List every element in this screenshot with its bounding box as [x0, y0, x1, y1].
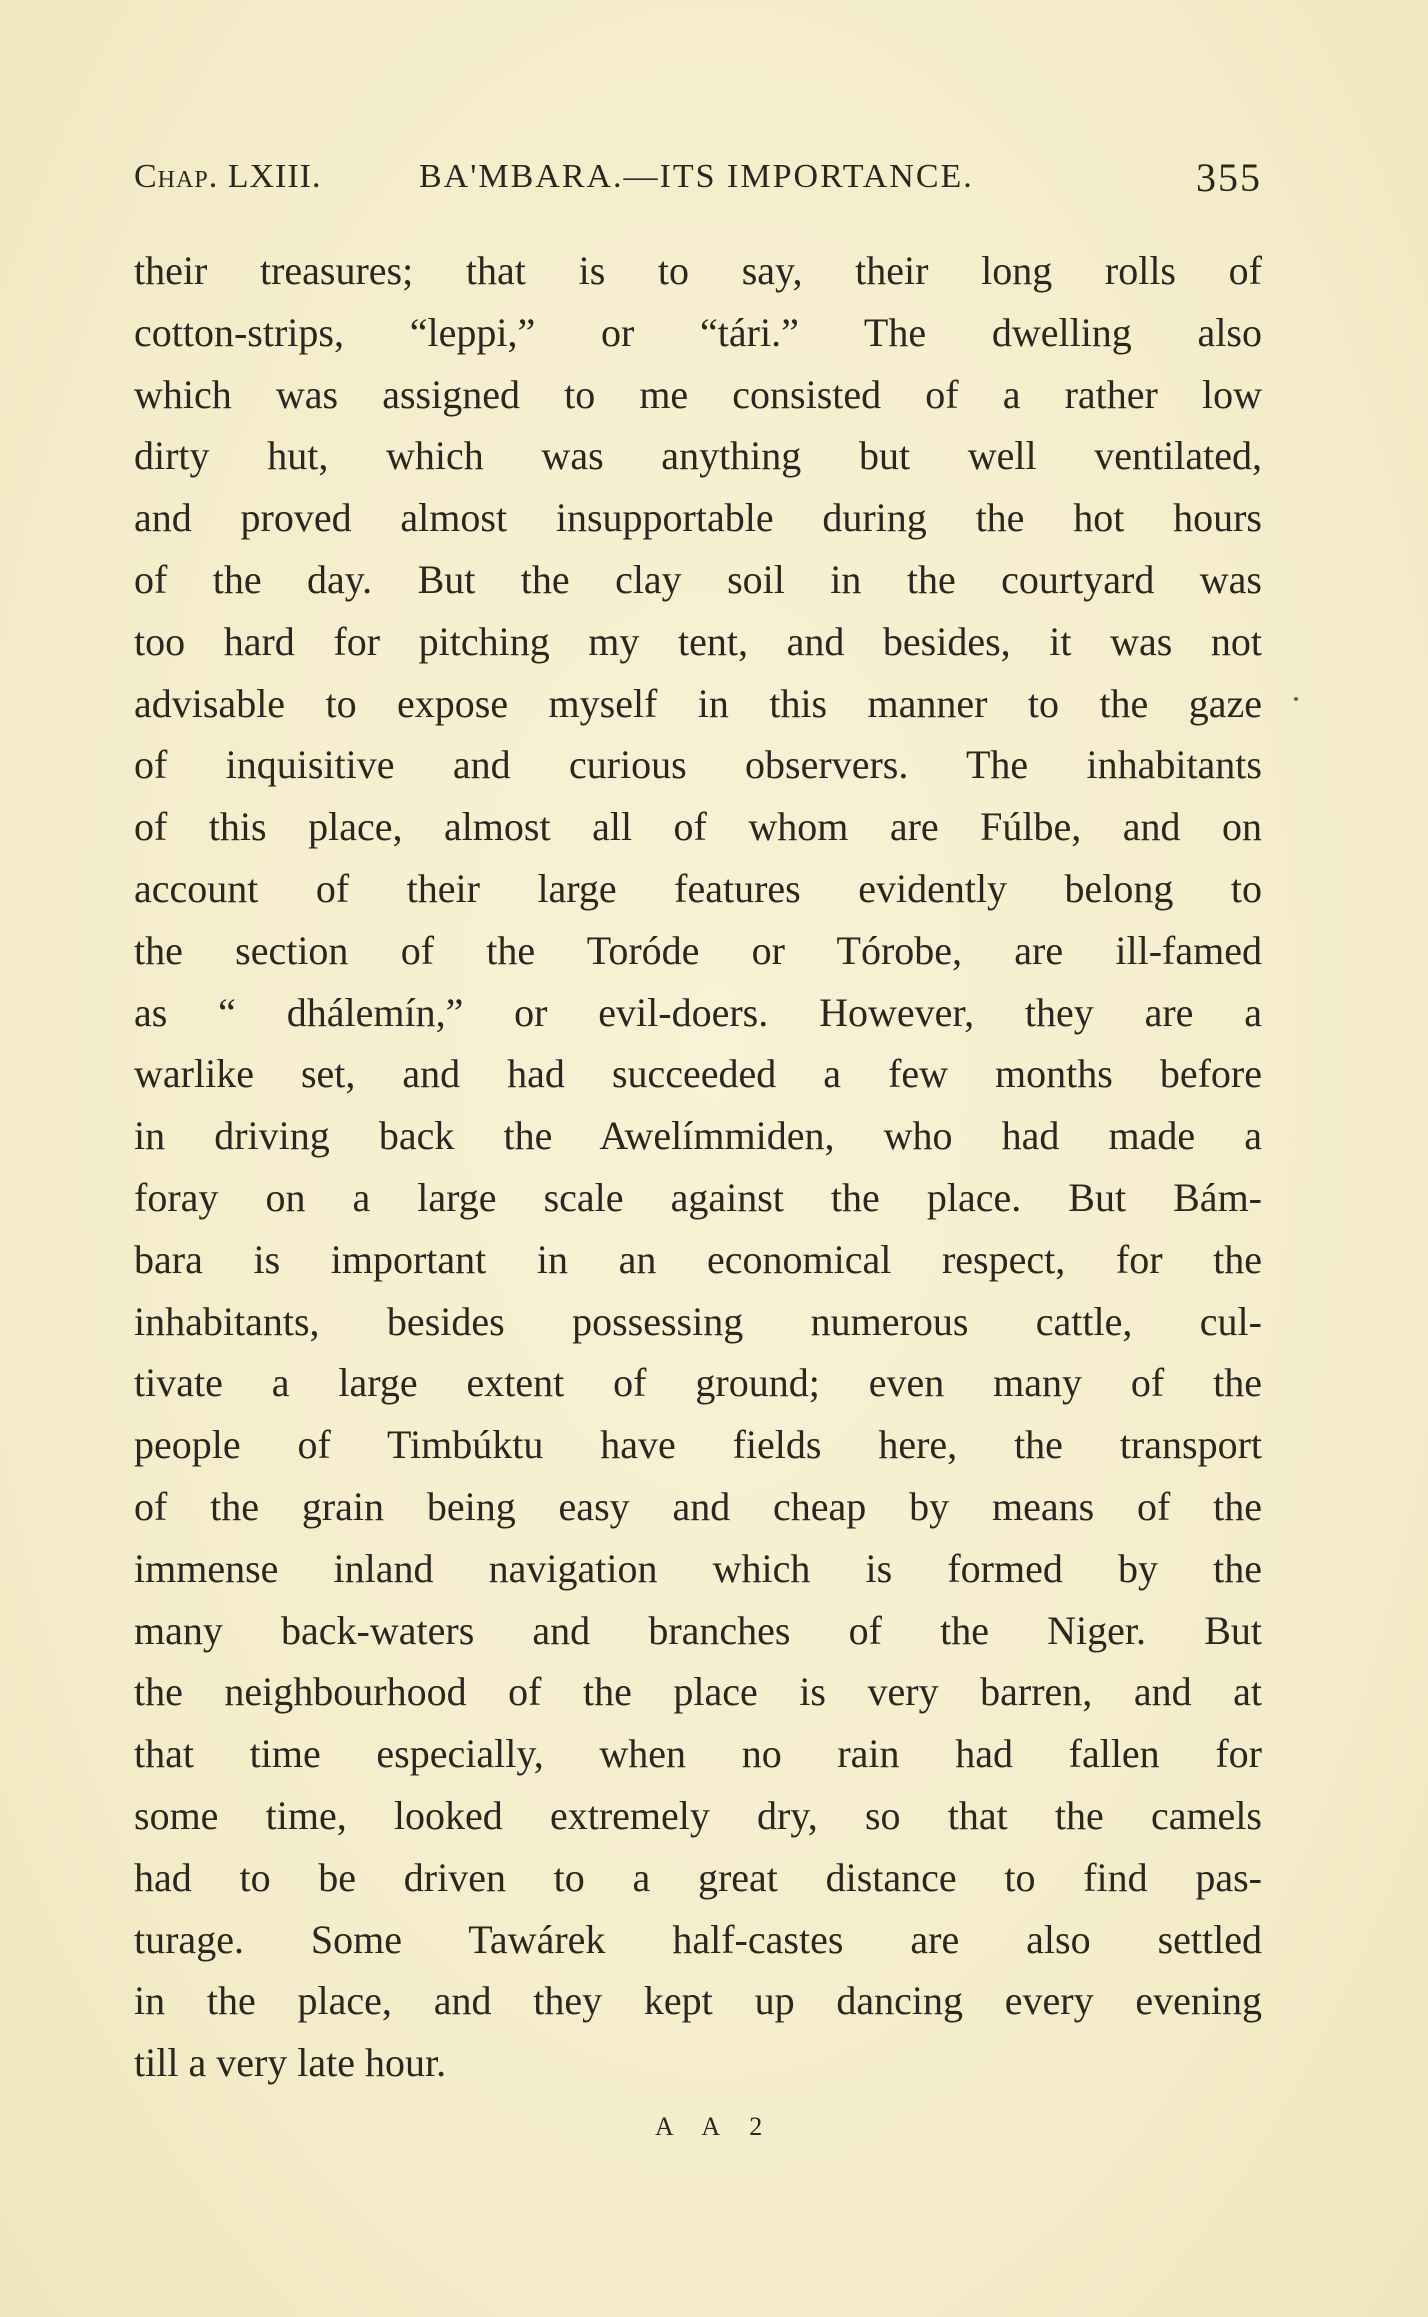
text-line: immense inland navigation which is formed by the [134, 1545, 1262, 1591]
text-line: that time especially, when no rain had fallen for [134, 1731, 1262, 1777]
running-header [134, 150, 1262, 210]
text-line: some time, looked extremely dry, so that the camels [134, 1792, 1262, 1838]
text-line: of this place, almost all of whom are Fúlbe, and on [134, 804, 1262, 850]
text-line: many back-waters and branches of the Niger. But [134, 1607, 1262, 1653]
text-line-last: till a very late hour. [134, 2040, 447, 2086]
text-line: dirty hut, which was anything but well ventilated, [134, 433, 1262, 479]
chapter-label: Chap. LXIII. [134, 158, 322, 195]
text-line: bara is important in an economical respect, for the [134, 1236, 1262, 1282]
body-paragraph [134, 240, 1262, 2094]
text-line: in driving back the Awelímmiden, who had made a [134, 1113, 1262, 1159]
text-line: which was assigned to me consisted of a rather low [134, 371, 1262, 417]
text-line: the neighbourhood of the place is very barren, and at [134, 1669, 1262, 1715]
text-line: turage. Some Tawárek half-castes are also settled [134, 1916, 1262, 1962]
text-line: in the place, and they kept up dancing every evening [134, 1978, 1262, 2024]
text-line: cotton-strips, “leppi,” or “tári.” The dwelling also [134, 309, 1262, 355]
text-line: the section of the Toróde or Tórobe, are ill-famed [134, 927, 1262, 973]
text-line: foray on a large scale against the place. But Bám- [134, 1174, 1262, 1220]
text-line: their treasures; that is to say, their long rolls of [134, 248, 1262, 293]
text-line: advisable to expose myself in this manner to the gaze [134, 680, 1262, 726]
text-line: as “ dhálemín,” or evil-doers. However, they are a [134, 989, 1262, 1035]
signature-mark: A A 2 [655, 2112, 775, 2141]
text-line: of the day. But the clay soil in the courtyard was [134, 556, 1262, 602]
text-line: too hard for pitching my tent, and besides, it was not [134, 618, 1262, 664]
text-line: had to be driven to a great distance to find pas- [134, 1854, 1262, 1900]
text-line: account of their large features evidently belong to [134, 865, 1262, 911]
page-number: 355 [1196, 155, 1262, 200]
text-line: of inquisitive and curious observers. The inhabitants [134, 742, 1262, 788]
ink-speck [1294, 697, 1298, 701]
text-line: and proved almost insupportable during the hot hours [134, 495, 1262, 541]
text-line: inhabitants, besides possessing numerous cattle, cul- [134, 1298, 1262, 1344]
text-line: of the grain being easy and cheap by means of the [134, 1483, 1262, 1529]
page-title: BA'MBARA.—ITS IMPORTANCE. [419, 158, 974, 195]
text-line: warlike set, and had succeeded a few months before [134, 1051, 1262, 1097]
text-line: people of Timbúktu have fields here, the transport [134, 1422, 1262, 1468]
text-line: tivate a large extent of ground; even many of the [134, 1360, 1262, 1406]
